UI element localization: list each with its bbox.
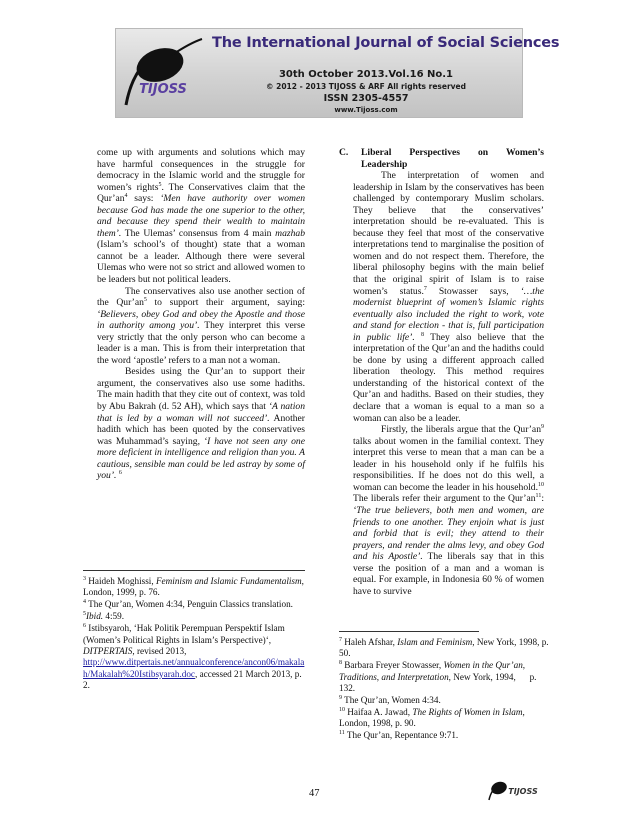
footnote-divider-right [339,631,479,632]
tijoss-logo [120,35,206,115]
journal-title: The International Journal of Social Sciences [212,35,560,51]
logo-text: TIJOSS [139,82,187,97]
footnote-divider-left [83,570,305,571]
footnote-7: $^7$ Haleh Afshar, Islam and Feminism, New York, 1998, p. 50. [339,636,549,659]
footnote-11: $^{11}$ The Qur’an, Repentance 9:71. [339,730,459,741]
section-heading [339,147,544,170]
copyright-line: © 2012 - 2013 TIJOSS & ARF All rights reserved [266,82,466,91]
right-paragraph-2: Firstly, the liberals argue that the $Qur’an^9$ talks about women in the familial context. They interpret this verse to mean that a man can be a leader in his household only if he fulfils his responsibilities. If he does not do this well, a woman can become the leader in his household.$^{10}$ The liberals refer their argument to the $Qur’an^{11}$: ‘The true believers, both men and women, are friends to one another. They enjoin what is just and forbid that is evil; they attend to their prayers, and render the alms levy, and obey God and his Apostle’. The liberals say that in this verse the position of a man and a woman is equal. For example, in Indonesia 60 % of women have to survive [353,423,544,597]
right-column [339,147,544,597]
footnote-4: $^4$ The Qur’an, Women 4:34, Penguin Classics translation. [83,599,293,610]
issn: ISSN 2305-4557 [323,93,409,104]
issue-date: 30th October 2013.Vol.16 No.1 [278,69,454,80]
right-paragraph-1: The interpretation of women and leadership in Islam by the conservatives has been challenged by contemporary Muslim scholars. They believe that the conservatives’ interpretation should be re-evaluated. This is because they feel that most of the conservative interpretations tend to marginalise the position of women and do not respect them. Therefore, the liberal philosophy begins with the main belief that the original spirit of Islam is to raise women’s status.$^7$ Stowasser says, ‘…the modernist blueprint of women’s Islamic rights eventually also included the right to work, vote and stand for election - that is, full participation in public life’. $^8$ They also believe that the interpretation of the Qur’an and the hadiths could be done by using a different approach called liberation theology. This method requires understanding of the historical context of the Qur’an and hadiths. Based on their studies, they declare that a woman is equal to a man so a woman can also be a leader. [353,170,544,424]
footnotes-right [339,637,549,742]
tijoss-footer-logo [487,778,545,802]
footnotes-left [83,576,308,692]
footnote-8: $^8$ Barbara Freyer Stowasser, Women in the Qur’an, Traditions, and Interpretation, New York, 1994, p. 132. [339,660,539,694]
section-letter: C. [339,147,349,158]
left-paragraph-2: The conservatives also use another section of the $Qur’an^5$ to support their argument, saying: ‘Believers, obey God and obey the Apostle and those in authority among you’. They interpret this verse very strictly that the only person who can become a leader is a man. This is from their interpretation that the word ‘apostle’ refers to a man not a woman. [97,285,305,366]
website[interactable]: www.Tijoss.com [334,106,398,114]
page-number: 47 [309,788,320,799]
left-paragraph-1: come up with arguments and solutions which may have harmful consequences in the struggle for democracy in the Islamic world and the struggle for women’s rights$^5$. The Conservatives claim that the $Qur’an^4$ says: ‘Men have authority over women because God has made the one superior to the other, and because they spend their wealth to maintain them’. The Ulemas’ consensus from 4 main mazhab (Islam’s school’s of thought) state that a woman cannot be a leader. Although there were several Ulemas who were not so strict and allowed women to be leaders but not political leaders. [97,147,305,286]
left-column [97,147,305,482]
journal-banner [115,28,560,118]
section-title: Liberal Perspectives on Women’s Leadership [361,147,544,170]
left-paragraph-3: Besides using the Qur’an to support their argument, the conservatives also use some hadiths. The main hadith that they cite out of context, was told by Abu Bakrah (d. 52 AH), which says that ‘A nation that is led by a woman will not succeed’. Another hadith which has been quoted by the conservatives was Muhammad’s saying, ‘I have not seen any one more deficient in intelligence and religion than you. A cautious, sensible man could be led astray by some of you’. $^6$ [97,366,305,482]
footnote-6: $^6$ Istibsyaroh, ‘Hak Politik Perempuan Perspektif Islam (Women’s Political Rights in Islam’s Perspective)‘, DITPERTAIS, revised 2013, http://www.ditpertais.net/annualconference/ancon06/makalah/Makalah%20Istibsyarah.doc, accessed 21 March 2013, p. 2. [83,623,305,691]
footnote-9: $^9$ The Qur’an, Women 4:34. [339,694,441,706]
footnote-6-link[interactable]: http://www.ditpertais.net/annualconference/ancon06/makalah/Makalah%20Istibsyarah.doc [83,657,305,679]
footnote-3: $^3$ Haideh Moghissi, Feminism and Islamic Fundamentalism, London, 1999, p. 76. [83,575,304,598]
footnote-5: $^5$Ibid. 4:59. [83,611,125,622]
footnote-10: $^{10}$ Haifaa A. Jawad, The Rights of Women in Islam, London, 1998, p. 90. [339,706,525,729]
footer-logo-text: TIJOSS [508,787,538,796]
